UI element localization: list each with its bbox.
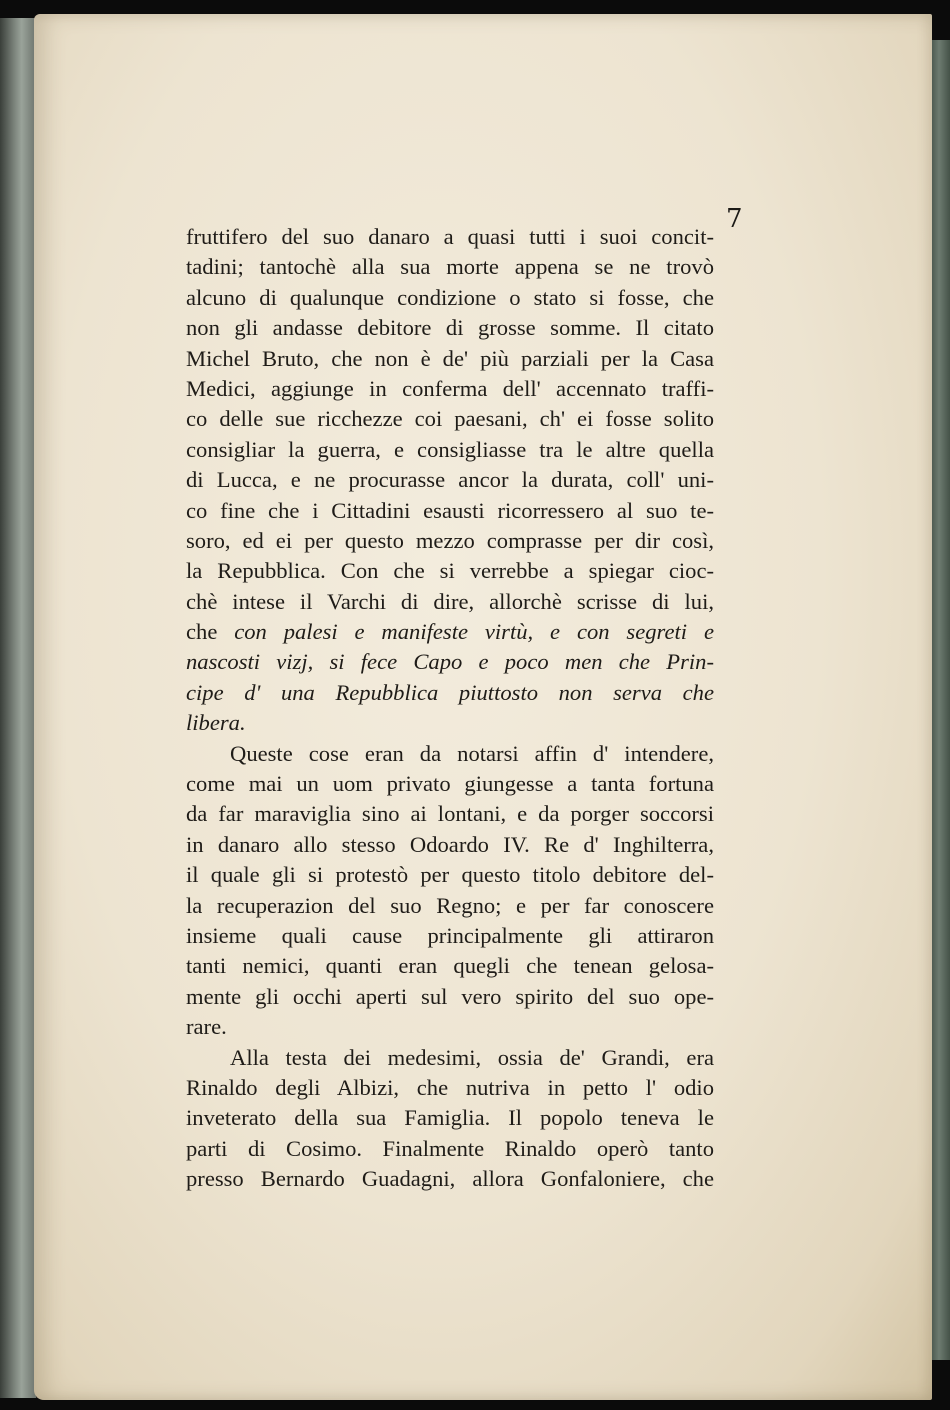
text-line: [186, 647, 714, 677]
text-line: [186, 374, 714, 404]
text-line: [186, 617, 714, 647]
text-line: [186, 496, 714, 526]
line-text: consigliar la guerra, e consigliasse tra le altre quella: [186, 436, 714, 462]
text-line: [186, 860, 714, 890]
text-line: [186, 283, 714, 313]
line-text: Michel Bruto, che non è de' più parziali per la Casa: [186, 345, 714, 371]
text-line: [186, 435, 714, 465]
text-line: [186, 1043, 714, 1073]
line-text: alcuno di qualunque condizione o stato si fosse, che: [186, 284, 714, 310]
line-text: il quale gli si protestò per questo titolo debitore del-: [186, 862, 714, 888]
text-line: [186, 252, 714, 282]
line-italic-text: nascosti vizj, si fece Capo e poco men che Prin-: [186, 649, 714, 675]
line-text: rare.: [186, 1014, 227, 1040]
line-text: la recuperazion del suo Regno; e per far conoscere: [186, 892, 714, 918]
text-line: [186, 587, 714, 617]
line-text: inveterato della sua Famiglia. Il popolo teneva le: [186, 1105, 714, 1131]
text-line: [186, 1103, 714, 1133]
line-text: chè intese il Varchi di dire, allorchè scrisse di lui,: [186, 588, 714, 614]
text-line: [186, 344, 714, 374]
line-text: parti di Cosimo. Finalmente Rinaldo operò tanto: [186, 1135, 714, 1161]
text-line: [186, 404, 714, 434]
text-line: [186, 1012, 714, 1042]
text-line: [186, 708, 714, 738]
line-text: co delle sue ricchezze coi paesani, ch' ei fosse solito: [186, 406, 714, 432]
line-text: come mai un uom privato giungesse a tanta fortuna: [186, 771, 714, 797]
line-text: Rinaldo degli Albizi, che nutriva in petto l' odio: [186, 1074, 714, 1100]
line-text: mente gli occhi aperti sul vero spirito del suo ope-: [186, 983, 714, 1009]
text-line: [186, 739, 714, 769]
book-spine: [0, 18, 38, 1398]
text-line: [186, 769, 714, 799]
line-text: non gli andasse debitore di grosse somme. Il citato: [186, 315, 714, 341]
text-line: [186, 830, 714, 860]
line-text: Alla testa dei medesimi, ossia de' Grandi, era: [230, 1044, 714, 1070]
text-line: [186, 1073, 714, 1103]
body-text: [186, 222, 714, 1195]
line-italic-text: libera.: [186, 710, 246, 736]
line-text: tanti nemici, quanti eran quegli che tenean gelosa-: [186, 953, 714, 979]
line-text: insieme quali cause principalmente gli attiraron: [186, 922, 714, 948]
text-line: [186, 678, 714, 708]
line-text: soro, ed ei per questo mezzo comprasse per dir così,: [186, 527, 714, 553]
line-text: Queste cose eran da notarsi affin d' intendere,: [230, 740, 714, 766]
line-italic-text: con palesi e manifeste virtù, e con segreti e: [234, 619, 714, 645]
line-italic-text: cipe d' una Repubblica piuttosto non serva che: [186, 679, 714, 705]
line-text: di Lucca, e ne procurasse ancor la durata, coll' uni-: [186, 467, 714, 493]
text-line: [186, 951, 714, 981]
line-text: da far maraviglia sino ai lontani, e da porger soccorsi: [186, 801, 714, 827]
text-line: [186, 1164, 714, 1194]
text-line: [186, 556, 714, 586]
text-line: [186, 222, 714, 252]
text-line: [186, 891, 714, 921]
text-line: [186, 313, 714, 343]
text-line: [186, 799, 714, 829]
line-text: Medici, aggiunge in conferma dell' accennato traffi-: [186, 375, 714, 401]
text-line: [186, 526, 714, 556]
page-number: 7: [726, 204, 743, 234]
line-text: tadini; tantochè alla sua morte appena se ne trovò: [186, 254, 714, 280]
line-text: fruttifero del suo danaro a quasi tutti i suoi concit-: [186, 224, 714, 249]
line-text: la Repubblica. Con che si verrebbe a spiegar cioc-: [186, 558, 714, 584]
line-text: presso Bernardo Guadagni, allora Gonfaloniere, che: [186, 1166, 714, 1192]
line-text: in danaro allo stesso Odoardo IV. Re d' Inghilterra,: [186, 831, 714, 857]
text-line: [186, 921, 714, 951]
text-line: [186, 1134, 714, 1164]
line-text: che: [186, 619, 235, 645]
text-line: [186, 982, 714, 1012]
line-text: co fine che i Cittadini esausti ricorressero al suo te-: [186, 497, 714, 523]
text-line: [186, 465, 714, 495]
